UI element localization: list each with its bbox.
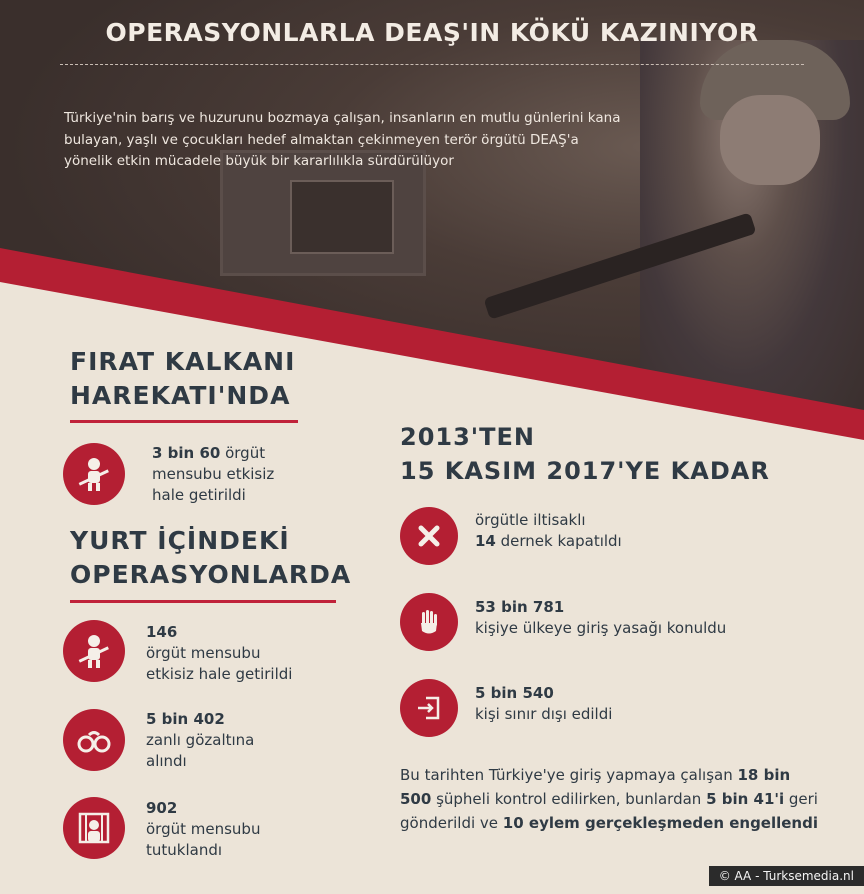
summary-b3: 10 eylem gerçekleşmeden engellendi [502, 814, 818, 832]
yurt-heading [70, 524, 351, 592]
prisoner-bars-icon [63, 797, 125, 859]
period-heading-line1: 2013'TEN [400, 423, 535, 451]
period-stat-2-value: 53 bin 781 [475, 598, 565, 616]
yurt-stat-3-line2: örgüt mensubu [146, 820, 261, 838]
period-stat-3-value: 5 bin 540 [475, 684, 554, 702]
yurt-stat-2 [146, 709, 254, 772]
firat-rule [70, 420, 298, 423]
yurt-stat-1-line2: örgüt mensubu [146, 644, 261, 662]
firat-stat [152, 443, 274, 506]
close-x-icon [400, 507, 458, 565]
yurt-stat-1 [146, 622, 292, 685]
period-stat-3 [475, 683, 612, 725]
yurt-stat-2-value: 5 bin 402 [146, 710, 225, 728]
period-heading [400, 420, 770, 488]
exit-door-icon [400, 679, 458, 737]
period-heading-line2: 15 KASIM 2017'YE KADAR [400, 457, 770, 485]
yurt-stat-3-value: 902 [146, 799, 178, 817]
firat-heading [70, 345, 295, 413]
period-stat-1 [475, 510, 622, 552]
stop-hand-icon [400, 593, 458, 651]
title-divider [60, 64, 804, 65]
yurt-stat-2-line3: alındı [146, 752, 187, 770]
period-stat-2-line2: kişiye ülkeye giriş yasağı konuldu [475, 619, 727, 637]
yurt-stat-1-value: 146 [146, 623, 178, 641]
credit-badge: © AA - Turksemedia.nl [709, 866, 864, 886]
yurt-stat-1-line3: etkisiz hale getirildi [146, 665, 293, 683]
summary-t1: Bu tarihten Türkiye'ye giriş yapmaya çalışan [400, 766, 738, 784]
yurt-heading-line1: YURT İÇİNDEKİ [70, 526, 290, 555]
yurt-stat-3 [146, 798, 260, 861]
handcuffs-icon [63, 709, 125, 771]
summary-b1: 18 bin 500 [400, 766, 791, 808]
yurt-stat-2-line2: zanlı gözaltına [146, 731, 255, 749]
summary-t2: şüpheli kontrol edilirken, bunlardan [431, 790, 707, 808]
intro-text: Türkiye'nin barış ve huzurunu bozmaya çalışan, insanların en mutlu günlerini kana bulayan, yaşlı ve çocukları hedef almaktan çekinmeyen terör örgütü DEAŞ'a yönelik etkin mücadele büyük bir kararlılıkla sürdürülüyor [64, 110, 621, 169]
period-stat-1-rest: dernek kapatıldı [495, 532, 622, 550]
period-stat-1-line1: örgütle iltisaklı [475, 511, 586, 529]
summary-t3: geri gönderildi ve [400, 790, 818, 832]
period-stat-3-line2: kişi sınır dışı edildi [475, 705, 613, 723]
firat-stat-line2: mensubu etkisiz [152, 465, 275, 483]
yurt-stat-3-line3: tutuklandı [146, 841, 223, 859]
soldier-rifle-icon [63, 620, 125, 682]
yurt-heading-line2: OPERASYONLARDA [70, 560, 352, 589]
firat-heading-line1: FIRAT KALKANI [70, 347, 296, 376]
yurt-rule [70, 600, 336, 603]
summary-text [400, 763, 820, 835]
summary-b2: 5 bin 41'i [706, 790, 785, 808]
firat-stat-value: 3 bin 60 [152, 444, 221, 462]
firat-heading-line2: HAREKATI'NDA [70, 381, 291, 410]
soldier-rifle-icon [63, 443, 125, 505]
period-stat-2 [475, 597, 726, 639]
firat-stat-rest: örgüt [220, 444, 266, 462]
firat-stat-line3: hale getirildi [152, 486, 246, 504]
period-stat-1-value: 14 [475, 532, 496, 550]
page-title: OPERASYONLARLA DEAŞ'IN KÖKÜ KAZINIYOR [105, 18, 759, 47]
